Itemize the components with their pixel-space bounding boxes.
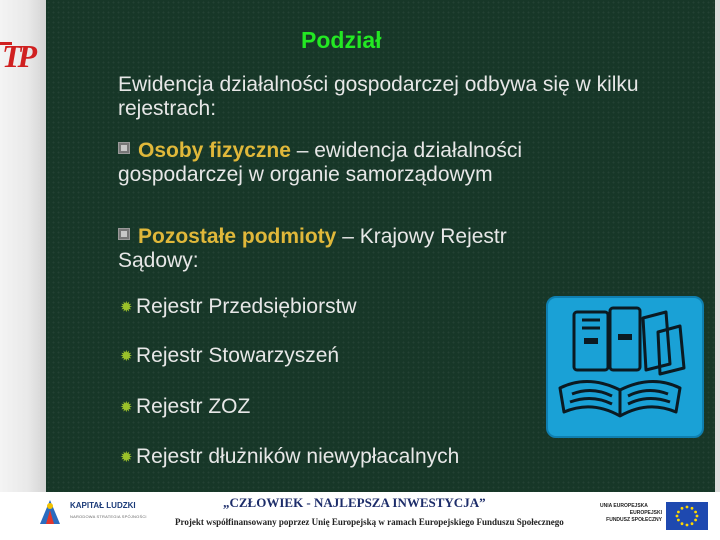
bullet-item bbox=[118, 139, 658, 187]
kapital-ludzki-name: KAPITAŁ LUDZKI bbox=[70, 501, 136, 510]
register-label: Rejestr Przedsiębiorstw bbox=[136, 295, 357, 318]
square-bullet-icon bbox=[118, 142, 130, 154]
star-bullet-icon: ✹ bbox=[120, 299, 133, 316]
star-bullet-icon: ✹ bbox=[120, 399, 133, 416]
eu-label-line: UNIA EUROPEJSKA bbox=[600, 503, 648, 509]
kapital-ludzki-subtitle: NARODOWA STRATEGIA SPÓJNOŚCI bbox=[70, 514, 147, 519]
kapital-ludzki-logo-icon bbox=[36, 498, 64, 526]
eu-flag-icon bbox=[666, 502, 708, 530]
books-illustration bbox=[548, 298, 702, 436]
slide-title: Podział bbox=[301, 27, 382, 53]
register-item bbox=[120, 295, 357, 319]
register-label: Rejestr ZOZ bbox=[136, 395, 251, 418]
register-label: Rejestr Stowarzyszeń bbox=[136, 344, 340, 367]
right-strip bbox=[715, 0, 720, 492]
intro-text: Ewidencja działalności gospodarczej odbywa się w kilku rejestrach: bbox=[118, 73, 639, 120]
square-bullet-icon bbox=[118, 228, 130, 240]
star-bullet-icon: ✹ bbox=[120, 449, 133, 466]
footer-slogan: „CZŁOWIEK - NAJLEPSZA INWESTYCJA” bbox=[223, 495, 486, 510]
bullet-highlight: Pozostałe podmioty bbox=[138, 225, 337, 248]
eu-label-line: FUNDUSZ SPOŁECZNY bbox=[606, 517, 662, 523]
bullet-text: – Krajowy Rejestr bbox=[336, 225, 507, 248]
tp-logo: TP bbox=[2, 38, 34, 74]
bullet-text-continued: gospodarczej w organie samorządowym bbox=[118, 163, 493, 186]
bullet-highlight: Osoby fizyczne bbox=[138, 139, 291, 162]
bullet-text: – ewidencja działalności bbox=[290, 139, 523, 162]
footer bbox=[0, 492, 720, 540]
eu-stars bbox=[666, 502, 708, 530]
register-label: Rejestr dłużników niewypłacalnych bbox=[136, 445, 460, 468]
left-strip bbox=[0, 0, 46, 492]
books-icon bbox=[546, 296, 704, 438]
bullet-item bbox=[118, 225, 658, 273]
register-item bbox=[120, 395, 250, 419]
eu-label bbox=[600, 503, 662, 524]
footer-project-text: Projekt współfinansowany poprzez Unię Europejską w ramach Europejskiego Funduszu Społecznego bbox=[175, 517, 564, 527]
star-bullet-icon: ✹ bbox=[120, 348, 133, 365]
register-item bbox=[120, 445, 459, 469]
bullet-text-continued: Sądowy: bbox=[118, 249, 199, 272]
eu-label-line: EUROPEJSKI bbox=[629, 510, 662, 516]
register-item bbox=[120, 344, 339, 368]
